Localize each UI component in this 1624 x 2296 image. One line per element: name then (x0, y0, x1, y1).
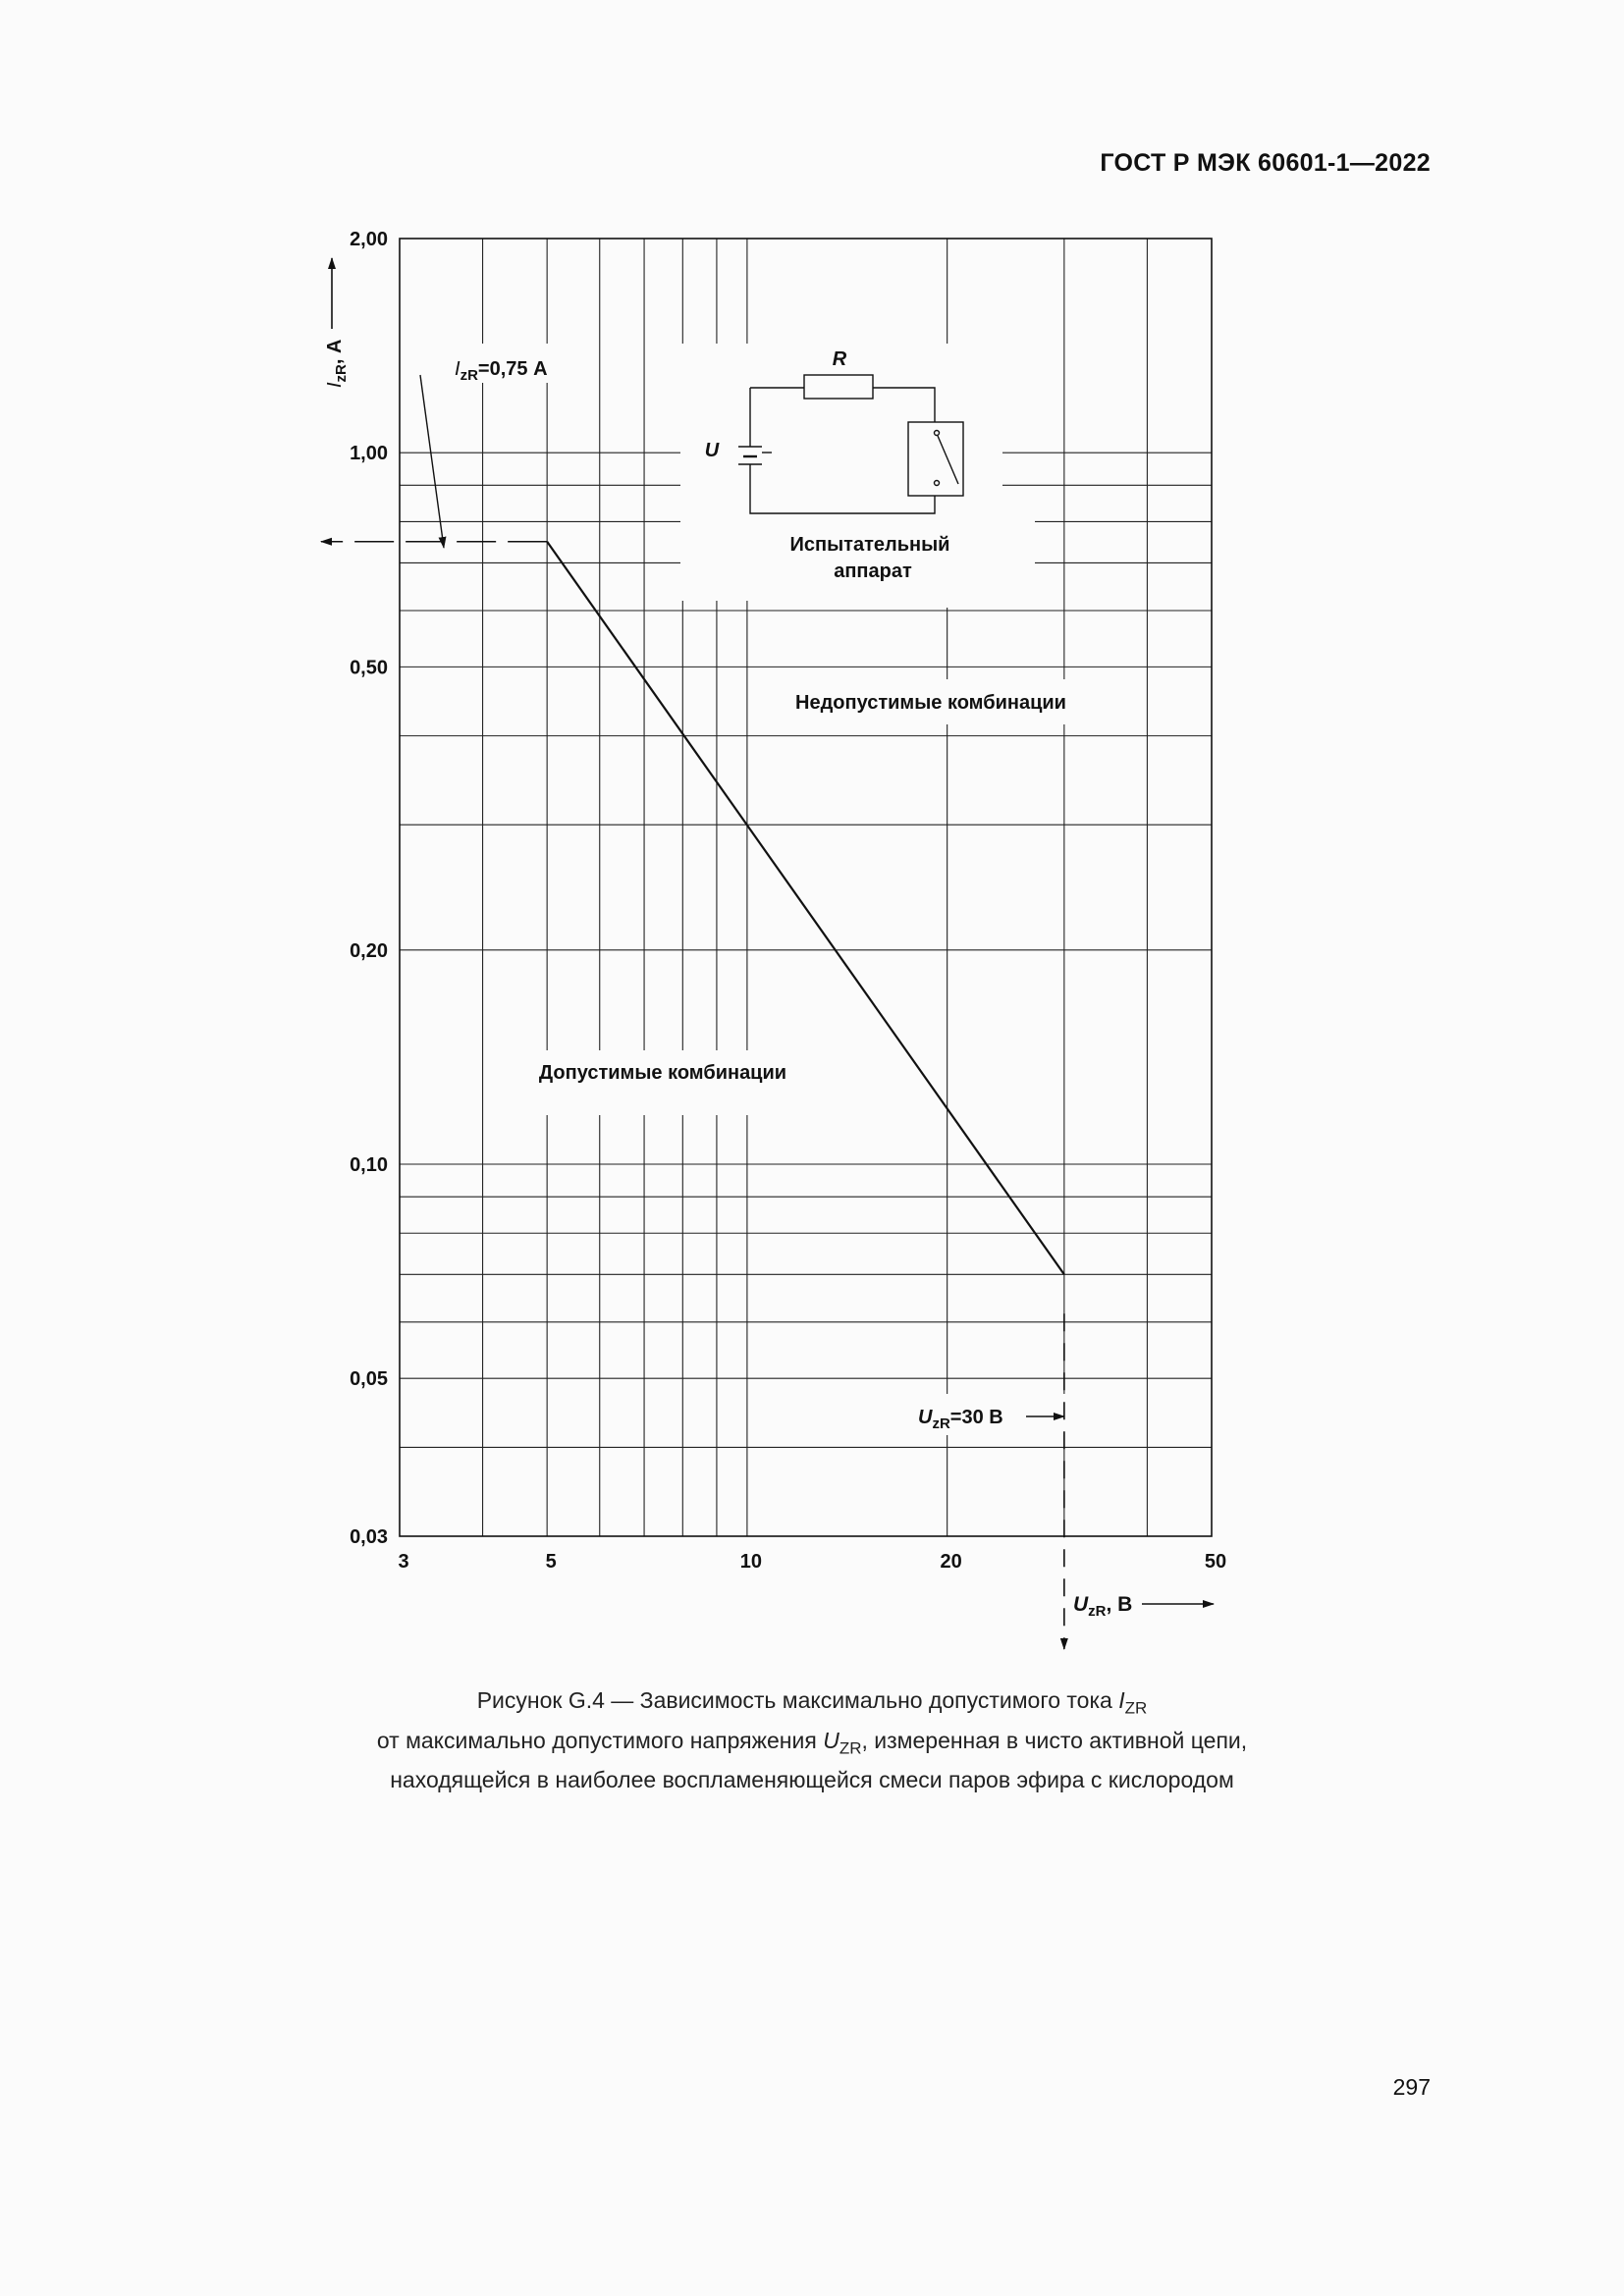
x-tick-label-background (1056, 1538, 1076, 1543)
caption-line-2-suffix: , измеренная в чисто активной цепи, (861, 1727, 1248, 1753)
apparatus-label-line2: аппарат (834, 561, 912, 582)
caption-line-1-symbol: I (1118, 1687, 1125, 1713)
y-tick-label: 0,20 (350, 939, 388, 962)
uzr-annotation-subscript: zR (932, 1415, 950, 1432)
uzr-annotation-symbol: U (918, 1407, 933, 1428)
y-tick-label: 2,00 (350, 229, 388, 250)
y-axis-label (324, 340, 350, 388)
region-label-lower: Допустимые комбинации (538, 1062, 787, 1084)
caption-line-2-symbol: U (823, 1727, 839, 1753)
y-tick-labels (350, 229, 388, 1548)
x-axis-label-subscript: zR (1088, 1603, 1107, 1620)
document-header: ГОСТ Р МЭК 60601-1—2022 (1100, 149, 1431, 177)
region-label-upper: Недопустимые комбинации (795, 692, 1066, 714)
y-tick-label: 0,03 (350, 1526, 388, 1548)
izr-annotation-text: =0,75 А (477, 358, 548, 380)
x-tick-label: 3 (398, 1551, 409, 1573)
x-tick-label: 10 (739, 1551, 763, 1573)
circuit-source-label: U (704, 440, 720, 461)
y-axis-label-subscript: zR (333, 364, 350, 383)
apparatus-label-line1: Испытательный (789, 534, 950, 556)
page-number: 297 (1392, 2074, 1431, 2100)
figure-caption (0, 1684, 1624, 1796)
x-tick-label: 50 (1204, 1551, 1227, 1573)
y-axis-label-unit: , А (324, 339, 346, 365)
x-axis-label-unit: , В (1106, 1593, 1133, 1616)
y-tick-label: 0,10 (350, 1154, 388, 1177)
uzr-annotation-text: =30 В (949, 1407, 1003, 1428)
caption-line-1 (0, 1684, 1624, 1725)
circuit-resistor-label: R (832, 348, 847, 370)
y-tick-label: 1,00 (350, 443, 388, 465)
x-tick-labels (398, 1551, 1226, 1573)
x-axis-label (1073, 1593, 1132, 1620)
x-tick-label: 5 (545, 1551, 557, 1573)
izr-annotation-subscript: zR (460, 367, 478, 384)
caption-line-2 (0, 1725, 1624, 1765)
caption-line-1-text: Рисунок G.4 — Зависимость максимально допустимого тока (476, 1687, 1119, 1713)
izr-annotation-symbol: I (455, 358, 460, 380)
x-axis-label-symbol: U (1073, 1593, 1089, 1616)
y-axis-label-symbol: I (324, 382, 346, 388)
caption-line-2-text: от максимально допустимого напряжения (376, 1727, 824, 1753)
y-tick-label: 0,05 (350, 1368, 388, 1391)
caption-line-1-subscript: ZR (1124, 1698, 1148, 1718)
caption-line-2-subscript: ZR (839, 1738, 862, 1758)
y-tick-label: 0,50 (350, 657, 388, 679)
caption-line-3: находящейся в наиболее воспламеняющейся смеси паров эфира с кислородом (390, 1767, 1234, 1793)
x-tick-label: 20 (940, 1551, 962, 1573)
